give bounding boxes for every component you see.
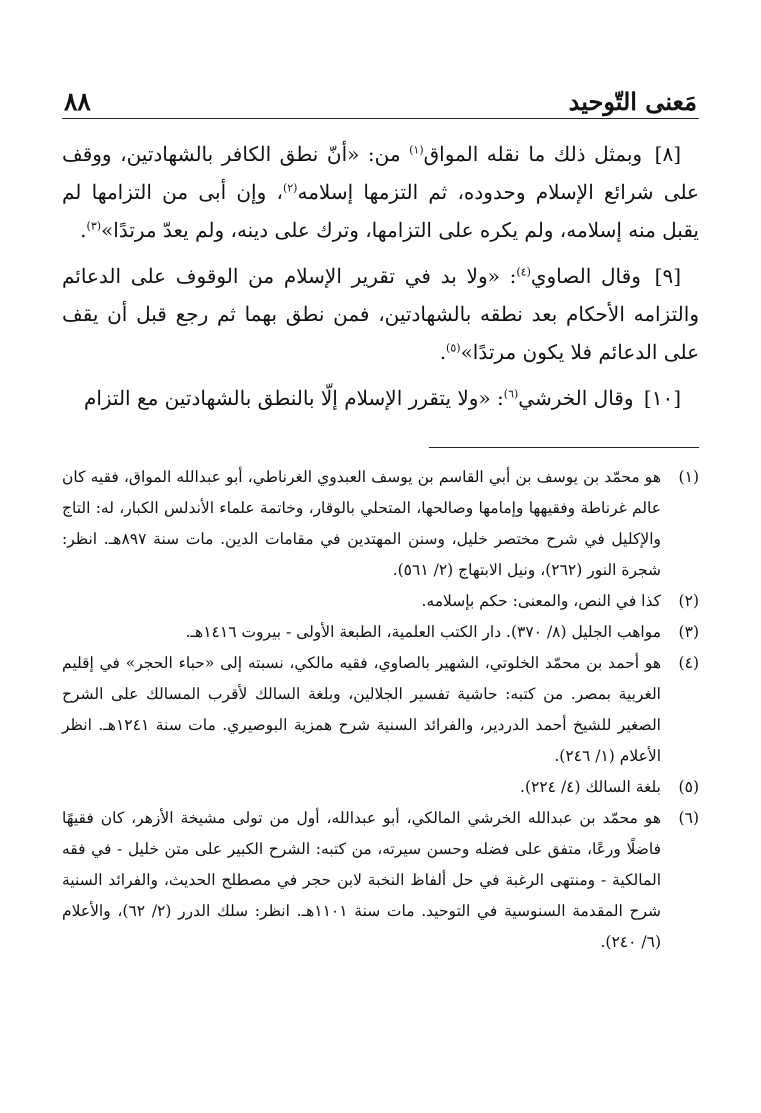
paragraph-number: [٨] (654, 142, 682, 166)
paragraph-text: من: «أنّ نطق الكافر بالشهادتين، ووقف على شرائع الإسلام وحدوده، ثم التزمها إسلامه (62, 142, 699, 204)
paragraph-number: [٩] (654, 264, 682, 288)
paragraph-text: وقال الخرشي (518, 386, 634, 410)
running-header (62, 78, 699, 119)
footnote-number: (٥) (678, 778, 699, 796)
paragraph-8 (62, 135, 699, 249)
footnote-3 (62, 617, 699, 648)
footnote-text: مواهب الجليل (٨/ ٣٧٠). دار الكتب العلمية، الطبعة الأولى - بيروت ١٤١٦هـ. (185, 623, 661, 641)
paragraph-text: . (80, 218, 87, 242)
footnote-ref[interactable]: (٥) (446, 341, 461, 355)
footnote-text: هو محمّد بن يوسف بن أبي القاسم بن يوسف العبدوي الغرناطي، أبو عبدالله المواق، فقيه كان عالم غرناطة وفقيهها وإمامها وصالحها، المتحلي بالوقار، وخاتمة علماء الأندلس الكبار، له: التاج والإكليل في شرح مختصر خليل، وسنن المهتدين في مقامات الدين. مات سنة ٨٩٧هـ. انظر: شجرة النور (٢٦٢)، ونيل الابتهاج (٢/ ٥٦١). (62, 468, 661, 579)
main-text (62, 135, 699, 417)
page-number: ٨٨ (64, 87, 91, 116)
footnote-5 (62, 772, 699, 803)
paragraph-text: . (439, 340, 447, 364)
footnote-ref[interactable]: (٦) (503, 387, 519, 401)
paragraph-text: : «ولا يتقرر الإسلام إلّا بالنطق بالشهادتين مع التزام (83, 386, 504, 410)
footnote-text: هو محمّد بن عبدالله الخرشي المالكي، أبو عبدالله، أول من تولى مشيخة الأزهر، كان فقيهًا فاضلًا ورعًا، متفق على فضله وحسن سيرته، من كتبه: الشرح الكبير على متن خليل - في فقه المالكية - ومنتهى الرغبة في حل ألفاظ النخبة لابن حجر في مصطلح الحديث، والفرائد السنية شرح المقدمة السنوسية في التوحيد. مات سنة ١١٠١هـ. انظر: سلك الدرر (٢/ ٦٢)، والأعلام (٦/ ٢٤٠). (62, 809, 662, 951)
footnote-4 (62, 648, 699, 772)
footnote-number: (٦) (678, 809, 699, 827)
footnote-number: (١) (678, 468, 699, 486)
footnote-separator (429, 447, 699, 448)
footnote-ref[interactable]: (٣) (86, 219, 102, 233)
footnote-6 (62, 803, 699, 958)
footnote-ref[interactable]: (٤) (516, 265, 531, 279)
paragraph-text: ، وإن أبى من التزامها لم يقبل منه إسلامه، ولم يكره على التزامها، وترك على دينه، ولم يعدّ مرتدًا» (62, 180, 699, 242)
book-page (62, 78, 699, 958)
footnotes (62, 462, 699, 958)
paragraph-text: وبمثل ذلك ما نقله المواق (423, 142, 643, 166)
paragraph-text: وقال الصاوي (530, 264, 641, 288)
footnote-text: هو أحمد بن محمّد الخلوتي، الشهير بالصاوي، فقيه مالكي، نسبته إلى «حباء الحجر» في إقليم الغربية بمصر. من كتبه: حاشية تفسير الجلالين، وبلغة السالك لأقرب المسالك على الشرح الصغير للشيخ أحمد الدردير، والفرائد السنية شرح همزية البوصيري. مات سنة ١٢٤١هـ. انظر الأعلام (١/ ٢٤٦). (62, 654, 661, 765)
paragraph-10 (62, 379, 699, 417)
header-title: مَعنى التّوحيد (568, 87, 697, 116)
footnote-ref[interactable]: (١) (409, 143, 424, 157)
footnote-text: بلغة السالك (٤/ ٢٢٤). (520, 778, 661, 796)
footnote-number: (٢) (678, 592, 699, 610)
footnote-ref[interactable]: (٢) (282, 181, 298, 195)
footnote-text: كذا في النص، والمعنى: حكم بإسلامه. (421, 592, 661, 610)
paragraph-text: : «ولا بد في تقرير الإسلام من الوقوف على الدعائم والتزامه الأحكام بعد نطقه بالشهادتين، فمن نطق بهما ثم رجع قبل أن يقف على الدعائم فلا يكون مرتدًا» (62, 264, 699, 364)
footnote-2 (62, 586, 699, 617)
paragraph-number: [١٠] (643, 386, 681, 410)
paragraph-9 (62, 257, 699, 371)
footnote-number: (٤) (678, 654, 699, 672)
footnote-1 (62, 462, 699, 586)
footnote-number: (٣) (678, 623, 699, 641)
